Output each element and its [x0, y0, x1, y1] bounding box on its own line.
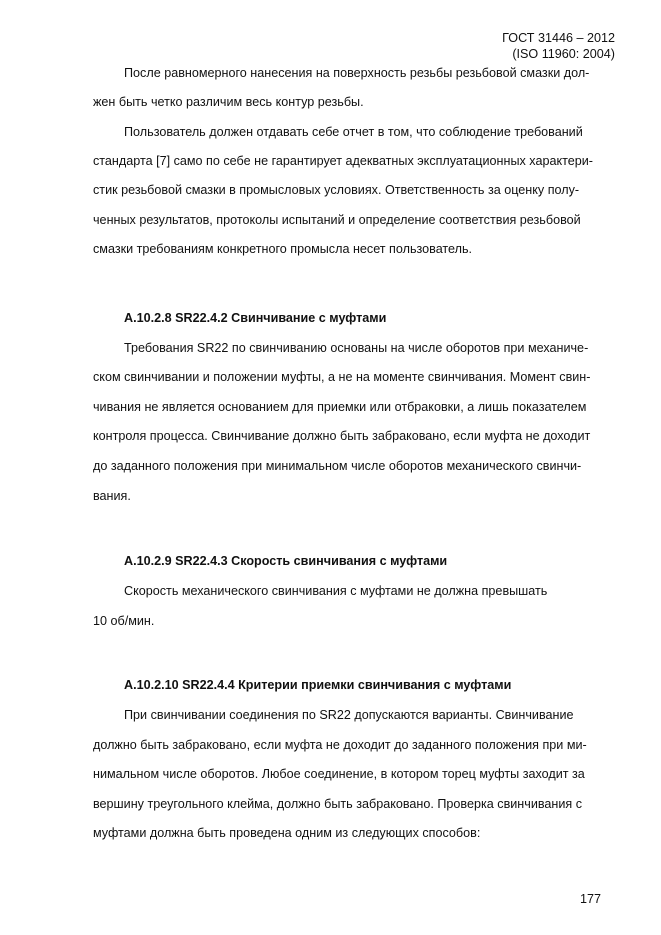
- text-line: жен быть четко различим весь контур резьбы.: [93, 95, 364, 109]
- text-line: должно быть забраковано, если муфта не доходит до заданного положения при ми-: [93, 738, 587, 752]
- page-number: 177: [579, 892, 601, 906]
- section-heading: А.10.2.10 SR22.4.4 Критерии приемки свинчивания с муфтами: [124, 678, 512, 692]
- text-line: чивания не является основанием для приемки или отбраковки, а лишь показателем: [93, 400, 587, 414]
- text-line: вания.: [93, 489, 131, 503]
- document-header: [502, 30, 615, 62]
- text-line: смазки требованиям конкретного промысла несет пользователь.: [93, 242, 473, 256]
- text-line: вершину треугольного клейма, должно быть забраковано. Проверка свинчивания с: [93, 797, 583, 811]
- text-line: 10 об/мин.: [93, 614, 155, 628]
- text-line: контроля процесса. Свинчивание должно быть забраковано, если муфта не доходит: [93, 429, 591, 443]
- text-line: до заданного положения при минимальном числе оборотов механического свинчи-: [93, 459, 582, 473]
- text-line: стик резьбовой смазки в промысловых условиях. Ответственность за оценку полу-: [93, 183, 580, 197]
- text-line: После равномерного нанесения на поверхность резьбы резьбовой смазки дол-: [124, 66, 590, 80]
- text-line: ском свинчивании и положении муфты, а не на моменте свинчивания. Момент свин-: [93, 370, 591, 384]
- standard-designation: ГОСТ 31446 – 2012: [502, 31, 615, 45]
- section-heading: А.10.2.9 SR22.4.3 Скорость свинчивания с муфтами: [124, 554, 448, 568]
- text-line: стандарта [7] само по себе не гарантирует адекватных эксплуатационных характери-: [93, 154, 593, 168]
- section-heading: А.10.2.8 SR22.4.2 Свинчивание с муфтами: [124, 311, 387, 325]
- text-line: нимальном числе оборотов. Любое соединение, в котором торец муфты заходит за: [93, 767, 585, 781]
- text-line: ченных результатов, протоколы испытаний и определение соответствия резьбовой: [93, 213, 581, 227]
- text-line: Пользователь должен отдавать себе отчет в том, что соблюдение требований: [124, 125, 583, 139]
- text-line: При свинчивании соединения по SR22 допускаются варианты. Свинчивание: [124, 708, 574, 722]
- text-line: муфтами должна быть проведена одним из следующих способов:: [93, 826, 481, 840]
- text-line: Скорость механического свинчивания с муфтами не должна превышать: [124, 584, 548, 598]
- text-line: Требования SR22 по свинчиванию основаны на числе оборотов при механиче-: [124, 341, 589, 355]
- iso-reference: (ISO 11960: 2004): [512, 47, 615, 61]
